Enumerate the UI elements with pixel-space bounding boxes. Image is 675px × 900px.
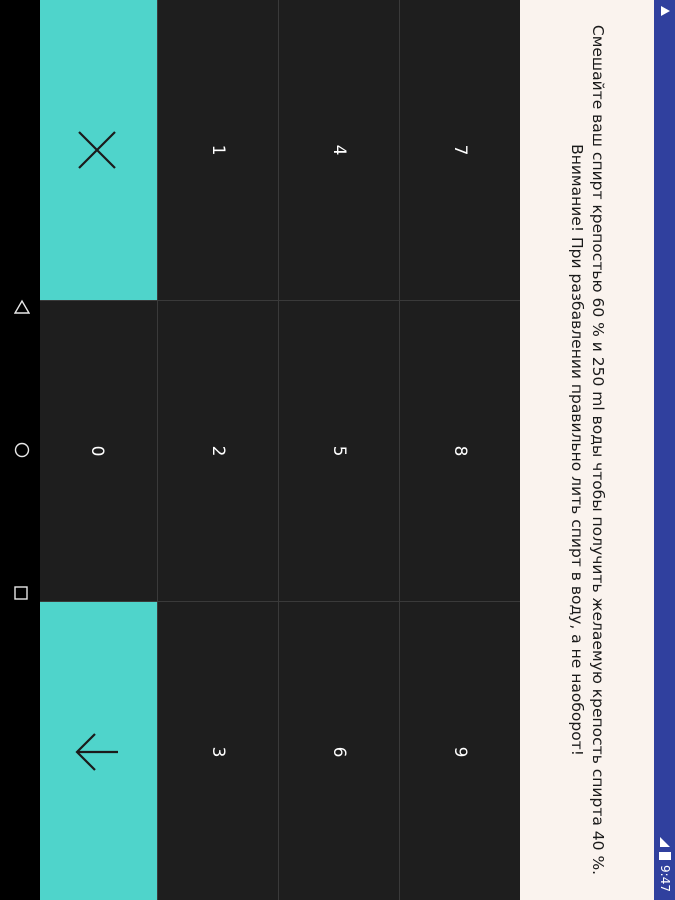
keypad <box>40 0 520 900</box>
confirm-button[interactable] <box>37 602 157 900</box>
key-7[interactable]: 7 <box>400 0 520 300</box>
home-icon <box>10 442 30 458</box>
message-line-1: Смешайте ваш спирт крепостью 60 % и 250 ml воды чтобы получить желаемую крепость спирта 40 %. <box>589 24 607 876</box>
status-right <box>658 837 672 892</box>
key-1[interactable]: 1 <box>158 0 278 300</box>
recents-icon <box>11 586 30 600</box>
status-left <box>658 6 671 16</box>
key-3[interactable]: 3 <box>158 602 278 900</box>
key-9[interactable]: 9 <box>400 602 520 900</box>
key-0[interactable]: 0 <box>37 301 157 601</box>
key-5[interactable]: 5 <box>279 301 399 601</box>
nav-mark-icon <box>661 6 670 16</box>
status-time: 9:47 <box>658 865 672 892</box>
home-button[interactable] <box>10 440 30 460</box>
arrow-down-icon <box>75 732 119 772</box>
status-bar <box>654 0 675 900</box>
clear-button[interactable] <box>37 0 157 300</box>
navigation-bar <box>0 0 40 900</box>
key-2[interactable]: 2 <box>158 301 278 601</box>
back-icon <box>10 299 30 315</box>
battery-icon <box>659 852 671 860</box>
key-6[interactable]: 6 <box>279 602 399 900</box>
message-panel <box>520 0 654 900</box>
message-text <box>566 15 608 885</box>
signal-icon <box>660 837 670 847</box>
close-icon <box>77 130 117 170</box>
recents-button[interactable] <box>10 583 30 603</box>
message-line-2: Внимание! При разбавлении правильно лить спирт в воду, а не наоборот! <box>568 144 586 756</box>
key-8[interactable]: 8 <box>400 301 520 601</box>
back-button[interactable] <box>10 297 30 317</box>
key-4[interactable]: 4 <box>279 0 399 300</box>
